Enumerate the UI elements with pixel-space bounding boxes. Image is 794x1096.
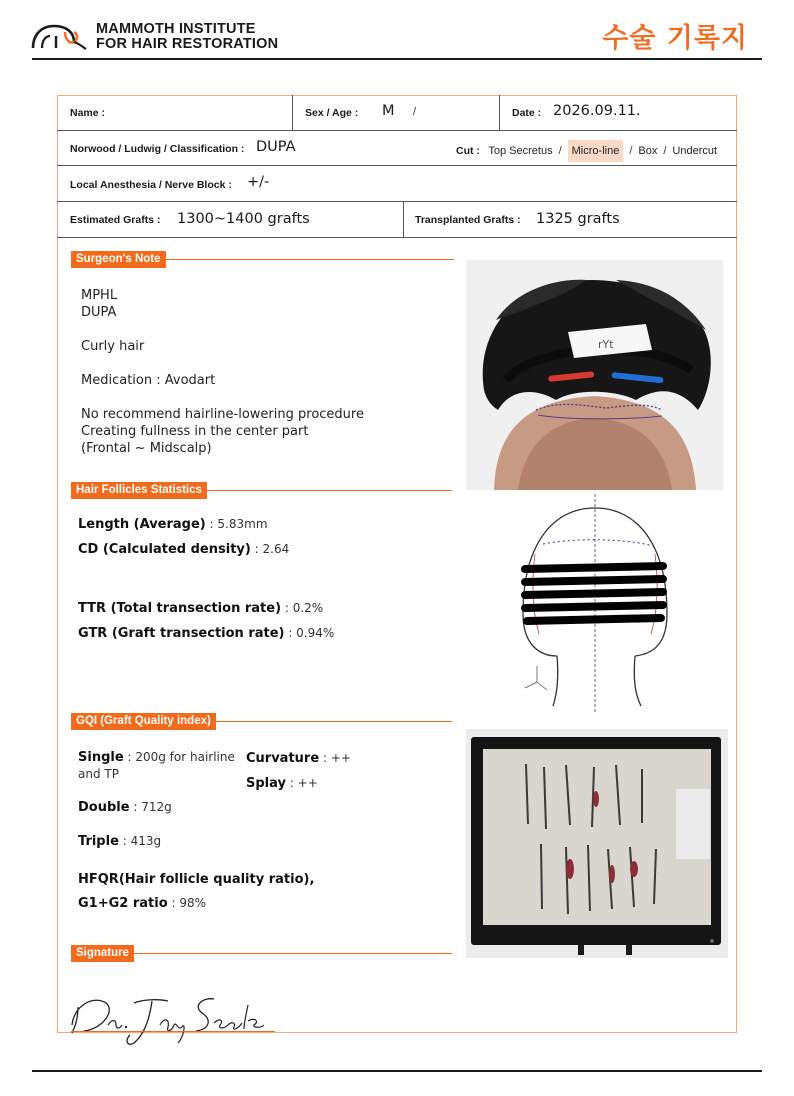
gqi-heading: GQI (Graft Quality index)	[71, 713, 216, 730]
classification-label: Norwood / Ludwig / Classification :	[70, 143, 245, 155]
stat-ttr: TTR (Total transection rate) : 0.2%	[78, 601, 324, 616]
cut-label: Cut :	[456, 145, 480, 157]
row-patient-info	[57, 95, 737, 131]
estimated-grafts-field[interactable]: 1300~1400 grafts	[177, 211, 310, 227]
section-rule	[207, 490, 452, 491]
stat-length: Length (Average) : 5.83mm	[78, 517, 268, 532]
note-line: Creating fullness in the center part	[81, 424, 309, 439]
surgeons-note-heading: Surgeon's Note	[71, 251, 166, 268]
note-line: MPHL	[81, 288, 118, 303]
note-line: No recommend hairline-lowering procedure	[81, 407, 364, 422]
transplanted-grafts-field[interactable]: 1325 grafts	[536, 211, 620, 227]
gqi-curvature: Curvature : ++	[246, 751, 351, 766]
note-line: Curly hair	[81, 339, 145, 354]
gqi-single-cont: and TP	[78, 767, 119, 781]
gqi-triple: Triple : 413g	[78, 834, 162, 849]
transplanted-grafts-label: Transplanted Grafts :	[415, 214, 521, 226]
row-grafts	[57, 202, 737, 238]
classification-field[interactable]: DUPA	[256, 139, 296, 155]
stat-gtr: GTR (Graft transection rate) : 0.94%	[78, 626, 335, 641]
cut-option-micro-line[interactable]: Micro-line	[568, 140, 624, 162]
section-header-surgeons-note	[71, 251, 454, 268]
mammoth-logo-icon	[30, 20, 90, 50]
institute-logo	[30, 18, 280, 54]
section-rule	[166, 259, 454, 260]
header-divider	[32, 58, 762, 60]
cell-divider	[292, 95, 293, 130]
row-anesthesia	[57, 166, 737, 202]
date-label: Date :	[512, 107, 542, 119]
anesthesia-label: Local Anesthesia / Nerve Block :	[70, 179, 232, 191]
document-title: 수술 기록지	[602, 23, 748, 54]
svg-text:rYt: rYt	[598, 338, 614, 351]
section-rule	[134, 953, 452, 954]
section-header-gqi	[71, 713, 452, 730]
sex-age-separator: /	[413, 106, 417, 118]
cell-divider	[499, 95, 500, 130]
donor-area-diagram	[513, 494, 683, 712]
gqi-single: Single : 200g for hairline	[78, 750, 235, 765]
gqi-splay: Splay : ++	[246, 776, 318, 791]
note-line: DUPA	[81, 305, 117, 320]
note-line: Medication : Avodart	[81, 373, 216, 388]
gqi-double: Double : 712g	[78, 800, 172, 815]
signature-line	[71, 1031, 275, 1032]
name-label: Name :	[70, 107, 106, 119]
section-rule	[216, 721, 452, 722]
section-header-follicle-stats	[71, 482, 452, 499]
cut-option-undercut[interactable]: Undercut	[672, 145, 718, 157]
gqi-g1g2: G1+G2 ratio : 98%	[78, 896, 206, 911]
cut-option-top-secretus[interactable]: Top Secretus	[488, 145, 553, 157]
surgeon-signature	[64, 985, 274, 1050]
surgeons-note-text	[81, 287, 364, 457]
note-line: (Frontal ~ Midscalp)	[81, 441, 212, 456]
estimated-grafts-label: Estimated Grafts :	[70, 214, 161, 226]
cut-option-box[interactable]: Box	[638, 145, 658, 157]
row-classification	[57, 131, 737, 166]
sex-field[interactable]: M	[382, 103, 395, 119]
gqi-hfqr: HFQR(Hair follicle quality ratio),	[78, 872, 315, 887]
signature-heading: Signature	[71, 945, 134, 962]
patient-head-photo	[466, 260, 723, 490]
sex-age-label: Sex / Age :	[305, 107, 359, 119]
section-header-signature	[71, 945, 452, 962]
cut-options: Cut : Top Secretus / Micro-line / Box / Undercut	[456, 141, 717, 159]
anesthesia-field[interactable]: +/-	[247, 174, 270, 190]
logo-line-2: FOR HAIR RESTORATION	[96, 36, 279, 52]
logo-line-1: MAMMOTH INSTITUTE	[96, 21, 256, 37]
stat-cd: CD (Calculated density) : 2.64	[78, 542, 290, 557]
follicle-stats-heading: Hair Follicles Statistics	[71, 482, 207, 499]
date-field[interactable]: 2026.09.11.	[553, 103, 641, 119]
footer-divider	[32, 1070, 762, 1072]
graft-monitor-photo	[466, 729, 728, 958]
cell-divider	[403, 202, 404, 237]
